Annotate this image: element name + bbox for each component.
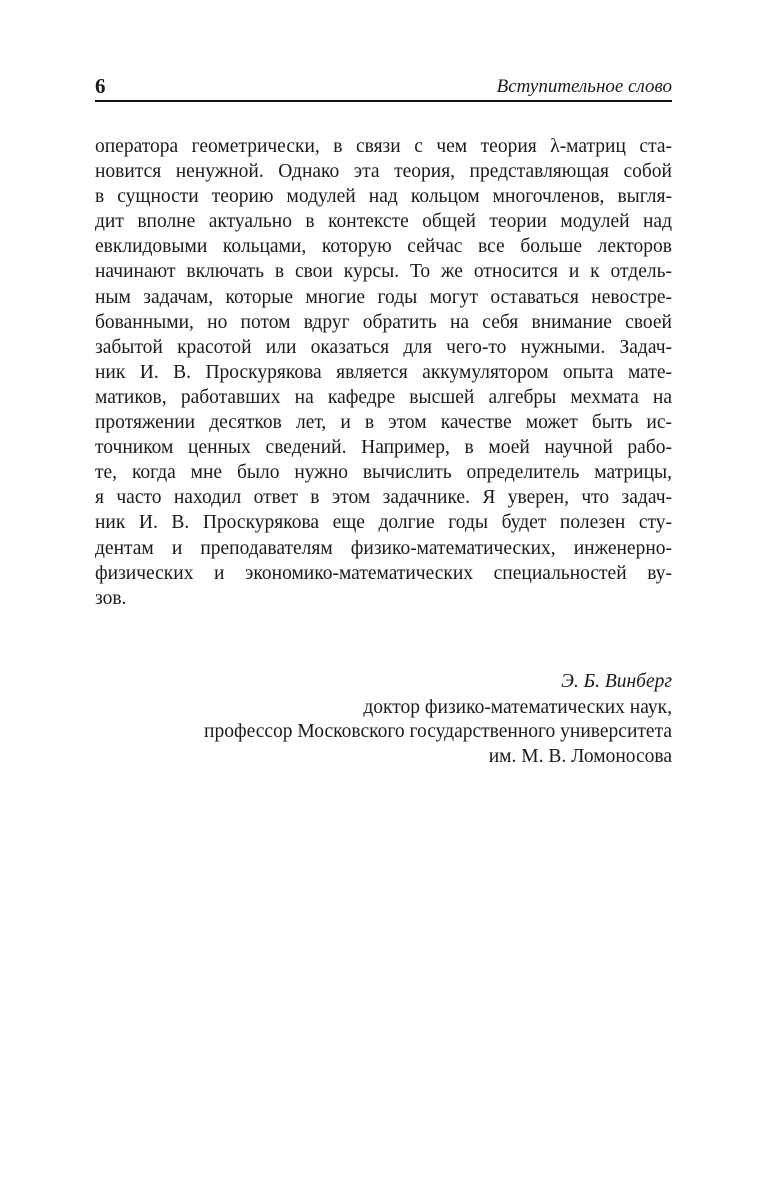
header-rule xyxy=(95,100,672,102)
running-title: Вступительное слово xyxy=(496,76,672,97)
page-number: 6 xyxy=(95,74,106,98)
body-text xyxy=(95,134,672,611)
text-line: дентам и преподавателям физико-математических, инженерно- xyxy=(95,537,672,559)
text-line: ным задачам, которые многие годы могут оставаться невостре- xyxy=(95,286,672,308)
author-name: Э. Б. Винберг xyxy=(561,671,672,692)
text-line: в сущности теорию модулей над кольцом многочленов, выгля- xyxy=(95,186,672,208)
author-university: им. М. В. Ломоносова xyxy=(488,745,672,767)
text-line: оператора геометрически, в связи с чем теория λ-матриц ста- xyxy=(95,136,672,157)
author-position: профессор Московского государственного университета xyxy=(204,721,672,742)
text-line: новится ненужной. Однако эта теория, представляющая собой xyxy=(95,161,672,183)
text-line: я часто находил ответ в этом задачнике. Я уверен, что задач- xyxy=(95,487,672,509)
text-line: физических и экономико-математических специальностей ву- xyxy=(95,562,672,584)
text-line: матиков, работавших на кафедре высшей алгебры мехмата на xyxy=(95,386,672,408)
text-line: те, когда мне было нужно вычислить определитель матрицы, xyxy=(95,462,672,484)
text-line: евклидовыми кольцами, которую сейчас все больше лекторов xyxy=(95,236,672,258)
text-line: бованными, но потом вдруг обратить на себя внимание своей xyxy=(95,311,672,333)
text-line: дит вполне актуально в контексте общей теории модулей над xyxy=(95,211,672,233)
text-line: начинают включать в свои курсы. То же относится и к отдель- xyxy=(95,261,672,283)
author-title: доктор физико-математических наук, xyxy=(363,696,672,718)
text-line: забытой красотой или оказаться для чего-то нужными. Задач- xyxy=(95,336,672,358)
text-line: ник И. В. Проскурякова является аккумулятором опыта мате- xyxy=(95,361,672,383)
text-line: ник И. В. Проскурякова еще долгие годы будет полезен сту- xyxy=(95,512,672,534)
signature-block xyxy=(204,670,672,769)
text-line: протяжении десятков лет, и в этом качестве может быть ис- xyxy=(95,412,672,434)
text-line: точником ценных сведений. Например, в моей научной рабо- xyxy=(95,437,672,459)
text-line: зов. xyxy=(95,587,127,609)
